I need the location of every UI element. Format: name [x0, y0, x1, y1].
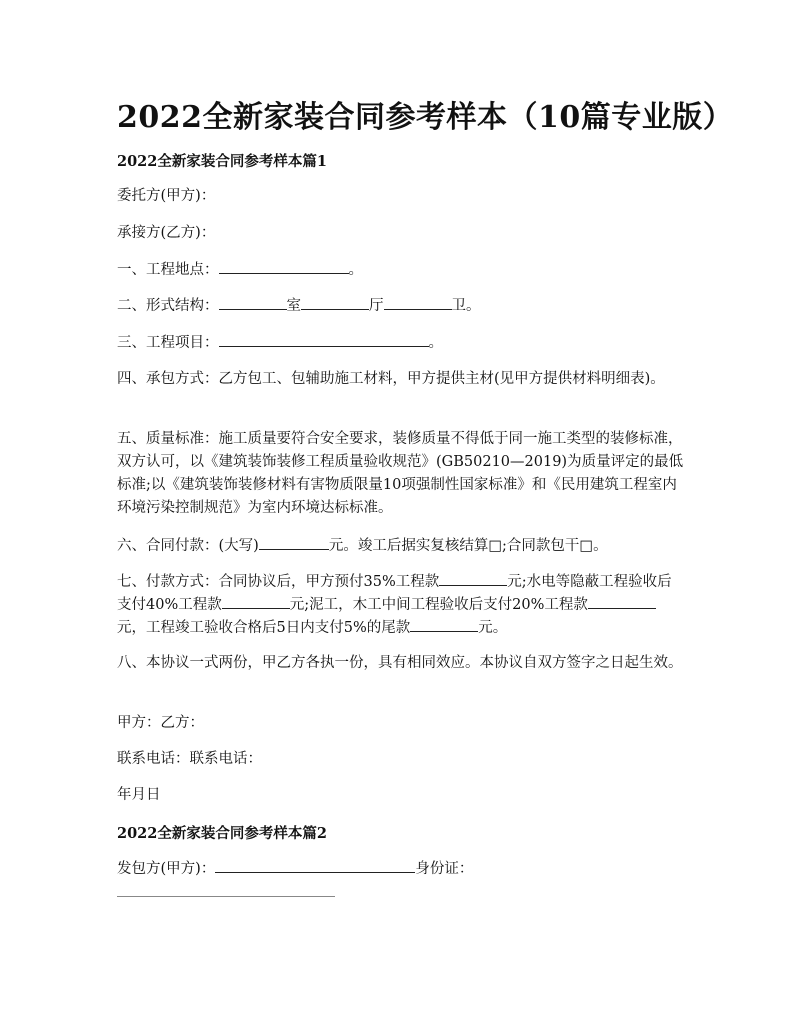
- clause-7-c: 元;泥工，木工中间工程验收后支付20%工程款: [289, 597, 588, 613]
- blank-field[interactable]: [301, 295, 369, 310]
- clause-3: [117, 332, 684, 355]
- clause-3-label: 三、工程项目：: [117, 335, 219, 351]
- blank-field[interactable]: [410, 617, 478, 632]
- blank-field[interactable]: [117, 896, 335, 897]
- contact-phones: 联系电话：联系电话：: [117, 751, 262, 767]
- clause-8: 八、本协议一式两份，甲乙方各执一份，具有相同效应。本协议自双方签字之日起生效。: [117, 655, 683, 671]
- clause-1: [117, 259, 684, 282]
- blank-field[interactable]: [384, 295, 452, 310]
- blank-field[interactable]: [222, 594, 290, 609]
- clause-6-rest: 元。竣工后据实复核结算□;合同款包干□。: [328, 538, 608, 554]
- clause-3-end: 。: [428, 335, 443, 351]
- id-label: 身份证：: [415, 861, 474, 877]
- clause-4: 四、承包方式：乙方包工、包辅助施工材料，甲方提供主材(见甲方提供材料明细表)。: [117, 371, 665, 387]
- clause-6-label: 六、合同付款：(大写): [117, 538, 259, 554]
- employer-line: [117, 858, 684, 881]
- clause-1-label: 一、工程地点：: [117, 262, 219, 278]
- blank-field[interactable]: [439, 571, 507, 586]
- blank-field[interactable]: [215, 858, 415, 873]
- contractor-line: 承接方(乙方)：: [117, 225, 216, 241]
- blank-field[interactable]: [588, 594, 656, 609]
- clause-2-room: 室: [286, 298, 301, 314]
- client-line: 委托方(甲方)：: [117, 188, 216, 204]
- section-heading-2: 2022全新家装合同参考样本篇2: [117, 825, 327, 842]
- clause-2: [117, 295, 684, 318]
- blank-field[interactable]: [259, 535, 329, 550]
- clause-2-bath: 卫。: [451, 298, 481, 314]
- employer-label: 发包方(甲方)：: [117, 861, 216, 877]
- clause-2-hall: 厅: [369, 298, 384, 314]
- clause-7-a: 七、付款方式：合同协议后，甲方预付35%工程款: [117, 574, 440, 590]
- clause-7-d: 元，工程竣工验收合格后5日内支付5%的尾款: [117, 620, 411, 636]
- clause-5: 五、质量标准：施工质量要符合安全要求，装修质量不得低于同一施工类型的装修标准，双方认可，以《建筑装饰装修工程质量验收规范》(GB50210—2019)为质量评定的最低标准;以《建筑装饰装修材料有害物质限量10项强制性国家标准》和《民用建筑工程室内环境污染控制规范》为室内环境达标标准。: [117, 431, 684, 516]
- date-line: 年月日: [117, 787, 161, 803]
- clause-2-label: 二、形式结构：: [117, 298, 219, 314]
- blank-field[interactable]: [219, 332, 429, 347]
- section-heading-1: 2022全新家装合同参考样本篇1: [117, 153, 327, 170]
- clause-1-end: 。: [348, 262, 363, 278]
- clause-7: [117, 571, 684, 640]
- clause-6: [117, 535, 684, 558]
- blank-field[interactable]: [219, 295, 287, 310]
- clause-7-e: 元。: [478, 620, 508, 636]
- clause-7-b: 元;水电等隐蔽工程验收后支付40%工程款: [117, 574, 672, 613]
- signature-parties: 甲方：乙方：: [117, 715, 204, 731]
- blank-field[interactable]: [219, 259, 349, 274]
- document-title: 2022全新家装合同参考样本（10篇专业版）: [117, 100, 734, 135]
